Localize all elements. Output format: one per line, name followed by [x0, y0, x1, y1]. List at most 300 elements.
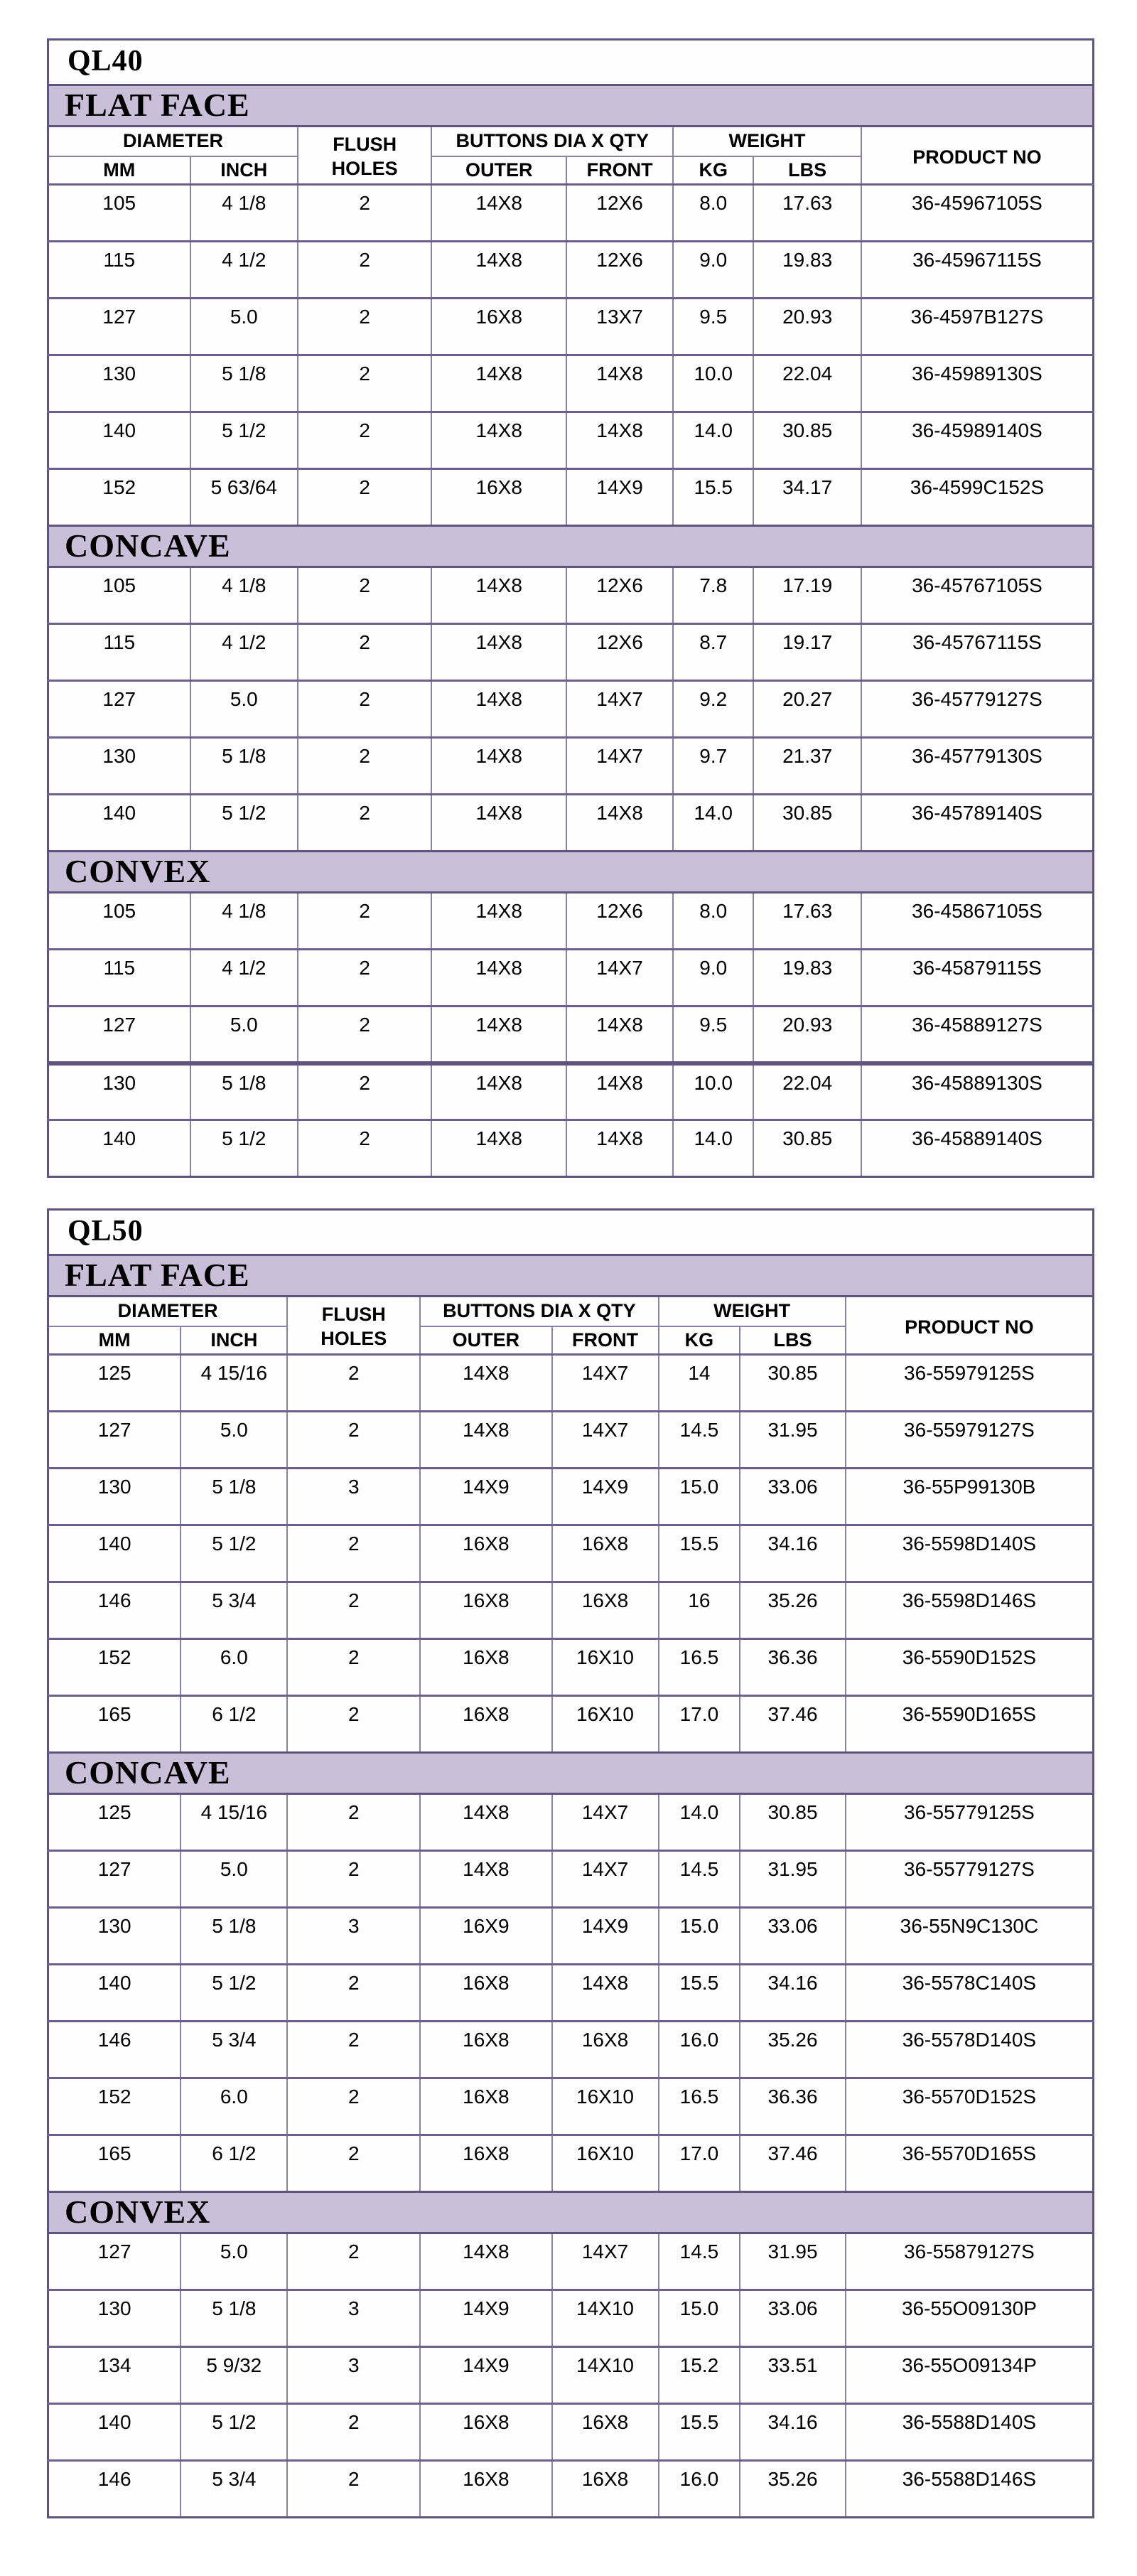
- outer-buttons-value: 16X8: [420, 2404, 551, 2461]
- flush-holes-label: FLUSH HOLES: [320, 1304, 387, 1349]
- lbs-value: 31.95: [740, 2233, 846, 2290]
- spec-row: [48, 1063, 1094, 1120]
- front-buttons-value: 14X9: [552, 1908, 659, 1965]
- product-no-value: 36-5590D152S: [846, 1639, 1094, 1696]
- lbs-value: 35.26: [740, 2461, 846, 2518]
- spec-row: [48, 1965, 1094, 2022]
- outer-buttons-value: 14X8: [431, 950, 566, 1007]
- front-buttons-value: 12X6: [566, 893, 673, 950]
- inch-value: 6 1/2: [180, 1696, 287, 1753]
- flush-holes-value: 2: [287, 2078, 420, 2135]
- spec-row: [48, 469, 1094, 526]
- flush-holes-value: 2: [287, 2233, 420, 2290]
- flush-holes-value: 2: [298, 893, 431, 950]
- product-no-value: 36-45989130S: [861, 355, 1094, 412]
- col-header-weight: WEIGHT: [673, 127, 861, 156]
- outer-buttons-value: 14X8: [431, 185, 566, 242]
- kg-value: 7.8: [673, 567, 753, 624]
- front-buttons-value: 14X8: [566, 1063, 673, 1120]
- outer-buttons-value: 14X8: [431, 412, 566, 469]
- kg-value: 15.5: [659, 2404, 740, 2461]
- inch-value: 5 63/64: [190, 469, 298, 526]
- mm-value: 115: [48, 624, 190, 681]
- lbs-value: 36.36: [740, 2078, 846, 2135]
- lbs-value: 37.46: [740, 2135, 846, 2192]
- front-buttons-value: 16X8: [552, 2022, 659, 2078]
- mm-value: 127: [48, 1007, 190, 1063]
- column-header-row-1: [48, 127, 1094, 156]
- kg-value: 17.0: [659, 1696, 740, 1753]
- front-buttons-value: 12X6: [566, 242, 673, 299]
- flush-holes-value: 3: [287, 1469, 420, 1525]
- spec-row: [48, 1696, 1094, 1753]
- mm-value: 115: [48, 242, 190, 299]
- inch-value: 5 3/4: [180, 2461, 287, 2518]
- flush-holes-value: 2: [298, 1120, 431, 1177]
- lbs-value: 19.17: [753, 624, 861, 681]
- flush-holes-value: 2: [287, 2022, 420, 2078]
- spec-row: [48, 2078, 1094, 2135]
- inch-value: 5 1/2: [190, 795, 298, 852]
- front-buttons-value: 14X8: [566, 1120, 673, 1177]
- lbs-value: 17.63: [753, 185, 861, 242]
- flush-holes-value: 2: [287, 1355, 420, 1412]
- front-buttons-value: 14X10: [552, 2290, 659, 2347]
- kg-value: 14.0: [673, 412, 753, 469]
- ql50-spec-table: [47, 1208, 1094, 2518]
- outer-buttons-value: 14X8: [420, 1355, 551, 1412]
- spec-row: [48, 1469, 1094, 1525]
- outer-buttons-value: 14X8: [431, 1120, 566, 1177]
- ql40-spec-table: [47, 38, 1094, 1178]
- section-banner-row: [48, 2192, 1094, 2233]
- kg-value: 16.0: [659, 2461, 740, 2518]
- inch-value: 5.0: [190, 299, 298, 355]
- spec-row: [48, 624, 1094, 681]
- mm-value: 127: [48, 299, 190, 355]
- lbs-value: 20.93: [753, 1007, 861, 1063]
- lbs-value: 33.06: [740, 2290, 846, 2347]
- product-no-value: 36-55979127S: [846, 1412, 1094, 1469]
- kg-value: 14.0: [673, 795, 753, 852]
- col-header-lbs: LBS: [753, 156, 861, 185]
- lbs-value: 30.85: [753, 1120, 861, 1177]
- kg-value: 16.5: [659, 2078, 740, 2135]
- mm-value: 140: [48, 2404, 181, 2461]
- col-header-buttons-dia-x-qty: BUTTONS DIA X QTY: [420, 1297, 658, 1326]
- outer-buttons-value: 14X8: [431, 738, 566, 795]
- kg-value: 8.0: [673, 893, 753, 950]
- kg-value: 15.0: [659, 2290, 740, 2347]
- front-buttons-value: 14X10: [552, 2347, 659, 2404]
- front-buttons-value: 12X6: [566, 185, 673, 242]
- inch-value: 5 3/4: [180, 2022, 287, 2078]
- product-no-value: 36-45789140S: [861, 795, 1094, 852]
- section-banner-flat-face: FLAT FACE: [48, 85, 1094, 127]
- inch-value: 6 1/2: [180, 2135, 287, 2192]
- spec-row: [48, 1412, 1094, 1469]
- kg-value: 15.5: [673, 469, 753, 526]
- mm-value: 105: [48, 567, 190, 624]
- product-no-value: 36-55N9C130C: [846, 1908, 1094, 1965]
- flush-holes-value: 2: [287, 1851, 420, 1908]
- product-no-value: 36-5570D152S: [846, 2078, 1094, 2135]
- spec-row: [48, 2135, 1094, 2192]
- front-buttons-value: 16X10: [552, 2078, 659, 2135]
- kg-value: 9.0: [673, 950, 753, 1007]
- lbs-value: 30.85: [753, 412, 861, 469]
- inch-value: 5 1/8: [190, 1063, 298, 1120]
- lbs-value: 31.95: [740, 1412, 846, 1469]
- flush-holes-value: 2: [298, 1007, 431, 1063]
- lbs-value: 33.06: [740, 1469, 846, 1525]
- flush-holes-value: 2: [287, 2461, 420, 2518]
- front-buttons-value: 14X8: [566, 795, 673, 852]
- mm-value: 152: [48, 2078, 181, 2135]
- mm-value: 140: [48, 1120, 190, 1177]
- spec-row: [48, 1794, 1094, 1851]
- outer-buttons-value: 16X8: [420, 1582, 551, 1639]
- product-no-value: 36-5578D140S: [846, 2022, 1094, 2078]
- col-header-inch: INCH: [180, 1326, 287, 1355]
- mm-value: 130: [48, 1469, 181, 1525]
- lbs-value: 19.83: [753, 242, 861, 299]
- mm-value: 152: [48, 1639, 181, 1696]
- col-header-front: FRONT: [566, 156, 673, 185]
- flush-holes-label: FLUSH HOLES: [331, 134, 398, 179]
- flush-holes-value: 2: [287, 1696, 420, 1753]
- col-header-inch: INCH: [190, 156, 298, 185]
- lbs-value: 33.06: [740, 1908, 846, 1965]
- product-no-value: 36-4597B127S: [861, 299, 1094, 355]
- table-title-row: [48, 1210, 1094, 1255]
- kg-value: 10.0: [673, 1063, 753, 1120]
- mm-value: 146: [48, 2461, 181, 2518]
- product-no-value: 36-5598D140S: [846, 1525, 1094, 1582]
- col-header-mm: MM: [48, 156, 190, 185]
- table-title-row: [48, 40, 1094, 85]
- inch-value: 5 1/2: [180, 1965, 287, 2022]
- flush-holes-value: 2: [287, 1794, 420, 1851]
- outer-buttons-value: 14X9: [420, 1469, 551, 1525]
- flush-holes-value: 2: [287, 1525, 420, 1582]
- mm-value: 130: [48, 355, 190, 412]
- kg-value: 14.5: [659, 1851, 740, 1908]
- outer-buttons-value: 14X9: [420, 2347, 551, 2404]
- product-no-value: 36-45767115S: [861, 624, 1094, 681]
- kg-value: 8.0: [673, 185, 753, 242]
- mm-value: 127: [48, 1851, 181, 1908]
- flush-holes-value: 2: [298, 412, 431, 469]
- outer-buttons-value: 14X8: [431, 1007, 566, 1063]
- front-buttons-value: 16X8: [552, 2461, 659, 2518]
- flush-holes-value: 2: [287, 1412, 420, 1469]
- product-no-value: 36-5588D140S: [846, 2404, 1094, 2461]
- lbs-value: 21.37: [753, 738, 861, 795]
- flush-holes-value: 2: [298, 681, 431, 738]
- flush-holes-value: 2: [298, 950, 431, 1007]
- outer-buttons-value: 14X9: [420, 2290, 551, 2347]
- kg-value: 14.0: [673, 1120, 753, 1177]
- col-header-product-no: PRODUCT NO: [846, 1297, 1094, 1355]
- mm-value: 130: [48, 1908, 181, 1965]
- inch-value: 5.0: [190, 681, 298, 738]
- spec-row: [48, 2233, 1094, 2290]
- product-no-value: 36-4599C152S: [861, 469, 1094, 526]
- product-no-value: 36-55O09130P: [846, 2290, 1094, 2347]
- outer-buttons-value: 14X8: [431, 355, 566, 412]
- mm-value: 105: [48, 893, 190, 950]
- kg-value: 15.5: [659, 1525, 740, 1582]
- spec-row: [48, 950, 1094, 1007]
- section-banner-convex: CONVEX: [48, 2192, 1094, 2233]
- front-buttons-value: 14X7: [566, 681, 673, 738]
- front-buttons-value: 14X7: [552, 1355, 659, 1412]
- product-no-value: 36-55O09134P: [846, 2347, 1094, 2404]
- col-header-buttons-dia-x-qty: BUTTONS DIA X QTY: [431, 127, 673, 156]
- front-buttons-value: 14X8: [566, 355, 673, 412]
- flush-holes-value: 2: [287, 1639, 420, 1696]
- product-no-value: 36-45879115S: [861, 950, 1094, 1007]
- inch-value: 5.0: [180, 1851, 287, 1908]
- mm-value: 130: [48, 2290, 181, 2347]
- front-buttons-value: 16X8: [552, 1582, 659, 1639]
- front-buttons-value: 14X7: [552, 1851, 659, 1908]
- front-buttons-value: 14X7: [552, 2233, 659, 2290]
- col-header-flush-holes: [298, 127, 431, 185]
- product-no-value: 36-55979125S: [846, 1355, 1094, 1412]
- outer-buttons-value: 14X8: [420, 2233, 551, 2290]
- product-no-value: 36-45889140S: [861, 1120, 1094, 1177]
- flush-holes-value: 2: [298, 567, 431, 624]
- flush-holes-value: 3: [287, 2347, 420, 2404]
- spec-row: [48, 412, 1094, 469]
- mm-value: 105: [48, 185, 190, 242]
- outer-buttons-value: 14X8: [431, 893, 566, 950]
- outer-buttons-value: 16X8: [420, 2461, 551, 2518]
- section-banner-convex: CONVEX: [48, 852, 1094, 893]
- section-banner-row: [48, 852, 1094, 893]
- mm-value: 146: [48, 2022, 181, 2078]
- lbs-value: 31.95: [740, 1851, 846, 1908]
- front-buttons-value: 14X9: [566, 469, 673, 526]
- inch-value: 6.0: [180, 1639, 287, 1696]
- mm-value: 165: [48, 1696, 181, 1753]
- lbs-value: 34.16: [740, 2404, 846, 2461]
- section-banner-row: [48, 1255, 1094, 1297]
- product-no-value: 36-45767105S: [861, 567, 1094, 624]
- product-no-value: 36-5570D165S: [846, 2135, 1094, 2192]
- outer-buttons-value: 14X8: [420, 1794, 551, 1851]
- front-buttons-value: 16X8: [552, 2404, 659, 2461]
- inch-value: 5.0: [190, 1007, 298, 1063]
- lbs-value: 36.36: [740, 1639, 846, 1696]
- section-banner-row: [48, 85, 1094, 127]
- front-buttons-value: 12X6: [566, 624, 673, 681]
- col-header-outer: OUTER: [420, 1326, 551, 1355]
- product-no-value: 36-45779127S: [861, 681, 1094, 738]
- col-header-lbs: LBS: [740, 1326, 846, 1355]
- spec-row: [48, 681, 1094, 738]
- kg-value: 9.5: [673, 299, 753, 355]
- kg-value: 9.7: [673, 738, 753, 795]
- product-no-value: 36-55779125S: [846, 1794, 1094, 1851]
- product-no-value: 36-5590D165S: [846, 1696, 1094, 1753]
- inch-value: 5 9/32: [180, 2347, 287, 2404]
- mm-value: 125: [48, 1355, 181, 1412]
- inch-value: 5 1/2: [180, 2404, 287, 2461]
- outer-buttons-value: 14X8: [431, 1063, 566, 1120]
- lbs-value: 22.04: [753, 1063, 861, 1120]
- inch-value: 4 1/8: [190, 893, 298, 950]
- table-title-ql40: QL40: [48, 40, 1094, 85]
- front-buttons-value: 12X6: [566, 567, 673, 624]
- inch-value: 5 1/8: [180, 2290, 287, 2347]
- front-buttons-value: 16X10: [552, 1639, 659, 1696]
- inch-value: 4 1/8: [190, 567, 298, 624]
- front-buttons-value: 14X7: [566, 738, 673, 795]
- outer-buttons-value: 16X8: [420, 1525, 551, 1582]
- spec-row: [48, 2347, 1094, 2404]
- kg-value: 9.5: [673, 1007, 753, 1063]
- lbs-value: 20.93: [753, 299, 861, 355]
- mm-value: 165: [48, 2135, 181, 2192]
- col-header-outer: OUTER: [431, 156, 566, 185]
- product-no-value: 36-5598D146S: [846, 1582, 1094, 1639]
- kg-value: 8.7: [673, 624, 753, 681]
- flush-holes-value: 2: [298, 299, 431, 355]
- mm-value: 134: [48, 2347, 181, 2404]
- inch-value: 4 15/16: [180, 1355, 287, 1412]
- spec-row: [48, 567, 1094, 624]
- lbs-value: 35.26: [740, 1582, 846, 1639]
- outer-buttons-value: 16X8: [420, 2135, 551, 2192]
- mm-value: 140: [48, 1965, 181, 2022]
- flush-holes-value: 3: [287, 2290, 420, 2347]
- product-no-value: 36-55879127S: [846, 2233, 1094, 2290]
- front-buttons-value: 16X8: [552, 1525, 659, 1582]
- flush-holes-value: 2: [287, 2135, 420, 2192]
- product-no-value: 36-5588D146S: [846, 2461, 1094, 2518]
- mm-value: 130: [48, 1063, 190, 1120]
- col-header-flush-holes: [287, 1297, 420, 1355]
- outer-buttons-value: 14X8: [431, 624, 566, 681]
- spec-row: [48, 1908, 1094, 1965]
- kg-value: 16.5: [659, 1639, 740, 1696]
- lbs-value: 17.19: [753, 567, 861, 624]
- inch-value: 6.0: [180, 2078, 287, 2135]
- product-no-value: 36-55P99130B: [846, 1469, 1094, 1525]
- inch-value: 4 1/2: [190, 950, 298, 1007]
- product-no-value: 36-45967115S: [861, 242, 1094, 299]
- column-header-row-1: [48, 1297, 1094, 1326]
- section-banner-row: [48, 1753, 1094, 1794]
- kg-value: 10.0: [673, 355, 753, 412]
- lbs-value: 33.51: [740, 2347, 846, 2404]
- inch-value: 5 1/8: [180, 1469, 287, 1525]
- flush-holes-value: 2: [287, 2404, 420, 2461]
- flush-holes-value: 2: [298, 1063, 431, 1120]
- section-banner-concave: CONCAVE: [48, 526, 1094, 567]
- kg-value: 14.0: [659, 1794, 740, 1851]
- outer-buttons-value: 16X8: [431, 299, 566, 355]
- front-buttons-value: 14X9: [552, 1469, 659, 1525]
- product-no-value: 36-45867105S: [861, 893, 1094, 950]
- spec-row: [48, 2290, 1094, 2347]
- mm-value: 152: [48, 469, 190, 526]
- outer-buttons-value: 16X8: [420, 2078, 551, 2135]
- outer-buttons-value: 14X8: [431, 242, 566, 299]
- mm-value: 140: [48, 412, 190, 469]
- spec-row: [48, 185, 1094, 242]
- spec-row: [48, 1851, 1094, 1908]
- spec-row: [48, 1355, 1094, 1412]
- spec-row: [48, 1582, 1094, 1639]
- section-banner-concave: CONCAVE: [48, 1753, 1094, 1794]
- flush-holes-value: 2: [298, 242, 431, 299]
- inch-value: 5 1/2: [190, 412, 298, 469]
- front-buttons-value: 16X10: [552, 1696, 659, 1753]
- kg-value: 15.2: [659, 2347, 740, 2404]
- lbs-value: 34.16: [740, 1525, 846, 1582]
- flush-holes-value: 2: [298, 624, 431, 681]
- spec-row: [48, 1007, 1094, 1063]
- flush-holes-value: 2: [298, 185, 431, 242]
- inch-value: 5 1/8: [180, 1908, 287, 1965]
- front-buttons-value: 14X7: [552, 1794, 659, 1851]
- kg-value: 15.0: [659, 1908, 740, 1965]
- front-buttons-value: 14X8: [566, 412, 673, 469]
- flush-holes-value: 2: [298, 738, 431, 795]
- product-no-value: 36-45989140S: [861, 412, 1094, 469]
- col-header-kg: KG: [673, 156, 753, 185]
- col-header-mm: MM: [48, 1326, 181, 1355]
- inch-value: 4 1/2: [190, 624, 298, 681]
- kg-value: 9.0: [673, 242, 753, 299]
- spec-row: [48, 242, 1094, 299]
- flush-holes-value: 2: [298, 469, 431, 526]
- col-header-kg: KG: [659, 1326, 740, 1355]
- spec-row: [48, 1639, 1094, 1696]
- outer-buttons-value: 14X8: [431, 795, 566, 852]
- kg-value: 15.5: [659, 1965, 740, 2022]
- kg-value: 16.0: [659, 2022, 740, 2078]
- inch-value: 4 1/2: [190, 242, 298, 299]
- lbs-value: 17.63: [753, 893, 861, 950]
- inch-value: 4 1/8: [190, 185, 298, 242]
- front-buttons-value: 14X8: [566, 1007, 673, 1063]
- outer-buttons-value: 16X8: [431, 469, 566, 526]
- kg-value: 17.0: [659, 2135, 740, 2192]
- col-header-front: FRONT: [552, 1326, 659, 1355]
- mm-value: 140: [48, 1525, 181, 1582]
- spec-row: [48, 893, 1094, 950]
- outer-buttons-value: 14X8: [431, 567, 566, 624]
- mm-value: 127: [48, 2233, 181, 2290]
- lbs-value: 30.85: [740, 1355, 846, 1412]
- outer-buttons-value: 14X8: [420, 1412, 551, 1469]
- outer-buttons-value: 14X8: [420, 1851, 551, 1908]
- spec-row: [48, 2022, 1094, 2078]
- spec-row: [48, 1120, 1094, 1177]
- lbs-value: 35.26: [740, 2022, 846, 2078]
- outer-buttons-value: 16X8: [420, 1696, 551, 1753]
- outer-buttons-value: 14X8: [431, 681, 566, 738]
- mm-value: 127: [48, 1412, 181, 1469]
- kg-value: 14.5: [659, 1412, 740, 1469]
- flush-holes-value: 2: [298, 355, 431, 412]
- kg-value: 16: [659, 1582, 740, 1639]
